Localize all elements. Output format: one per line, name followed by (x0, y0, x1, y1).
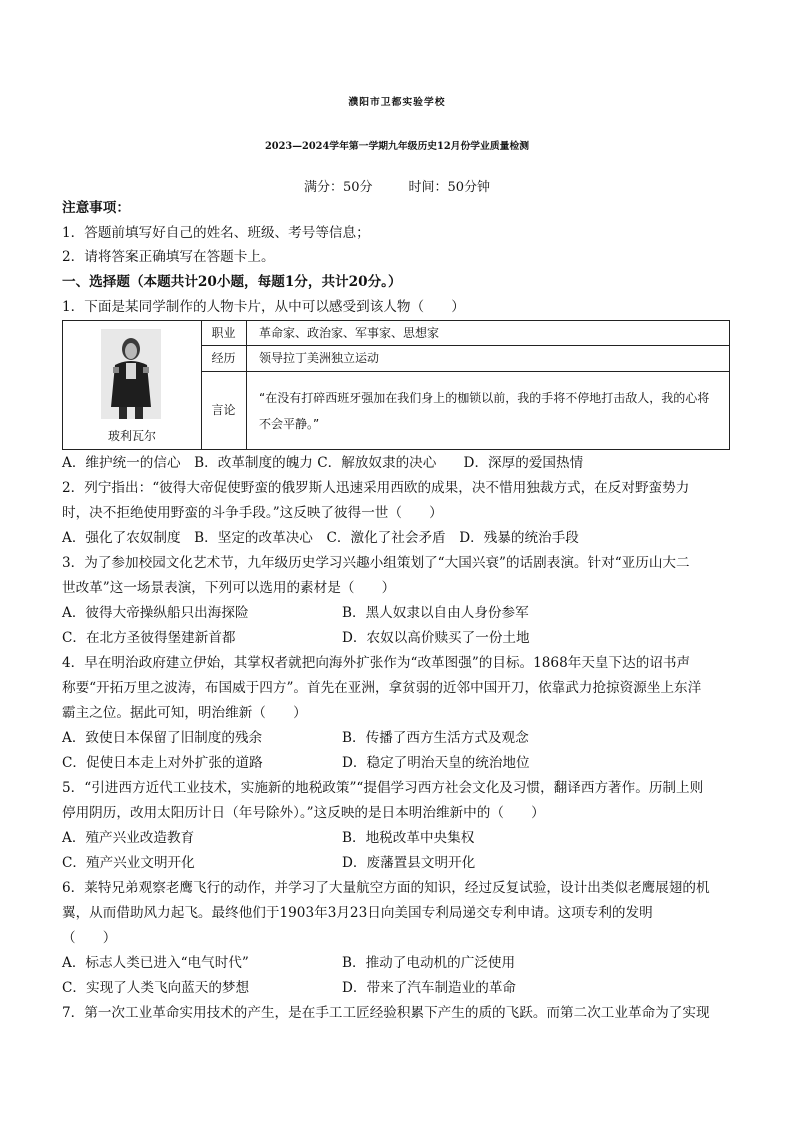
question-options: A．维护统一的信心 B．改革制度的魄力 C．解放奴隶的决心 D．深厚的爱国热情 (62, 455, 584, 471)
question-stem: 霸主之位。据此可知，明治维新（ ） (62, 705, 307, 721)
exam-title: 2023—2024学年第一学期九年级历史12月份学业质量检测 (264, 141, 530, 152)
option-c: C．实现了人类飞向蓝天的梦想 (62, 980, 250, 996)
exam-meta (0, 176, 794, 195)
option-d: D．稳定了明治天皇的统治地位 (342, 755, 530, 771)
question-stem: 世改革”这一场景表演，下列可以选用的素材是（ ） (62, 580, 396, 596)
question-stem: 4．早在明治政府建立伊始，其掌权者就把向海外扩张作为“改革图强”的目标。1868年天皇下达的诏书声 (62, 655, 691, 671)
question-stem: 时，决不拒绝使用野蛮的斗争手段。”这反映了彼得一世（ ） (62, 505, 443, 521)
question-stem: 6．莱特兄弟观察老鹰飞行的动作，并学习了大量航空方面的知识，经过反复试验，设计出类似老鹰展翅的机 (62, 880, 710, 896)
option-d: D．农奴以高价赎买了一份土地 (342, 630, 530, 646)
school-name: 濮阳市卫都实验学校 (348, 97, 446, 108)
card-value: 革命家、政治家、军事家、思想家 (259, 326, 440, 340)
card-divider (201, 371, 729, 372)
option-a: A．标志人类已进入“电气时代” (62, 955, 249, 971)
question-stem: 3．为了参加校园文化艺术节，九年级历史学习兴趣小组策划了“大国兴衰”的话剧表演。针对“亚历山大二 (62, 555, 690, 571)
note-item: 1．答题前填写好自己的姓名、班级、考号等信息； (62, 225, 370, 241)
person-card (62, 320, 730, 450)
question-stem: 1．下面是某同学制作的人物卡片，从中可以感受到该人物（ ） (62, 299, 465, 315)
question-options: A．强化了农奴制度 B．坚定的改革决心 C．激化了社会矛盾 D．残暴的统治手段 (62, 530, 579, 546)
option-b: B．地税改革中央集权 (342, 830, 475, 846)
card-value: 领导拉丁美洲独立运动 (259, 351, 380, 365)
option-c: C．促使日本走上对外扩张的道路 (62, 755, 263, 771)
portrait-caption: 玻利瓦尔 (107, 429, 156, 443)
option-c: C．在北方圣彼得堡建新首都 (62, 630, 236, 646)
exam-time: 时间：50分钟 (408, 180, 491, 195)
option-b: B．黑人奴隶以自由人身份参军 (342, 605, 529, 621)
card-label: 职业 (201, 321, 247, 345)
option-d: D．带来了汽车制造业的革命 (342, 980, 517, 996)
option-a: A．致使日本保留了旧制度的残余 (62, 730, 263, 746)
full-score: 满分：50分 (303, 180, 373, 195)
option-c: C．殖产兴业文明开化 (62, 855, 195, 871)
section-heading: 一、选择题（本题共计20小题，每题1分，共计20分。） (62, 274, 402, 290)
option-b: B．传播了西方生活方式及观念 (342, 730, 529, 746)
question-stem: 2．列宁指出：“彼得大帝促使野蛮的俄罗斯人迅速采用西欧的成果，决不惜用独裁方式，在反对野蛮势力 (62, 480, 690, 496)
option-b: B．推动了电动机的广泛使用 (342, 955, 516, 971)
question-stem: 翼，从而借助风力起飞。最终他们于1903年3月23日向美国专利局递交专利申请。这项专利的发明 (62, 905, 653, 921)
photo-cell (63, 321, 202, 449)
option-a: A．彼得大帝操纵船只出海探险 (62, 605, 249, 621)
question-stem: 7．第一次工业革命实用技术的产生，是在手工工匠经验积累下产生的质的飞跃。而第二次工业革命为了实现 (62, 1005, 710, 1021)
question-stem: 停用阴历，改用太阳历计日（年号除外）。”这反映的是日本明治维新中的（ ） (62, 805, 545, 821)
notes-heading: 注意事项： (62, 200, 130, 216)
question-stem: 5．“引进西方近代工业技术，实施新的地税政策”“提倡学习西方社会文化及习惯，翻译西方著作。历制上则 (62, 780, 704, 796)
option-d: D．废藩置县文明开化 (342, 855, 476, 871)
question-stem: （ ） (62, 930, 117, 946)
option-a: A．殖产兴业改造教育 (62, 830, 195, 846)
card-label: 经历 (201, 345, 247, 371)
question-stem: 称要“开拓万里之波涛，布国威于四方”。首先在亚洲，拿贫弱的近邻中国开刀，依靠武力抢掠资源坐上东洋 (62, 680, 702, 696)
note-item: 2．请将答案正确填写在答题卡上。 (62, 249, 275, 265)
portrait-image (101, 329, 161, 419)
card-quote: “在没有打碎西班牙强加在我们身上的枷锁以前，我的手将不停地打击敌人，我的心将不会平静。” (259, 391, 710, 431)
card-label: 言论 (201, 371, 247, 449)
